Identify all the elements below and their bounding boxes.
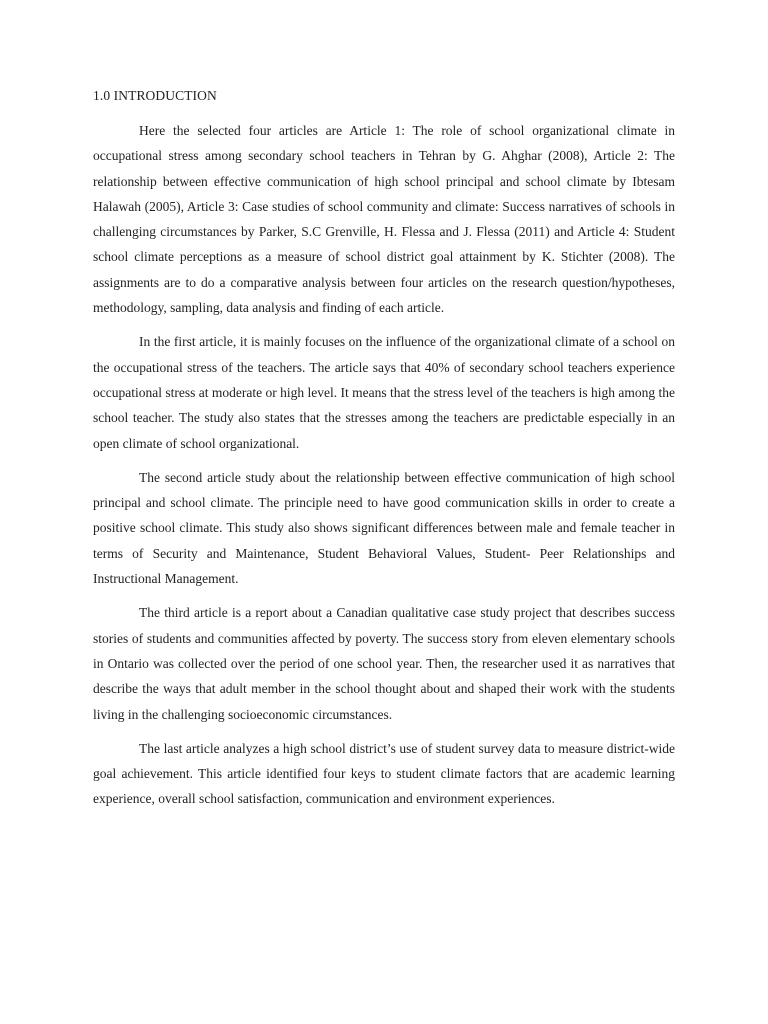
paragraph-last-article: The last article analyzes a high school district’s use of student survey data to measure district-wide goal achievement. This article identified four keys to student climate factors that are academic learning experience, overall school satisfaction, communication and environment experiences. bbox=[93, 740, 675, 807]
paragraph-third-article: The third article is a report about a Canadian qualitative case study project that describes success stories of students and communities affected by poverty. The success story from eleven elementary schools in Ontario was collected over the period of one school year. Then, the researcher used it as narratives that describe the ways that adult member in the school thought about and shaped their work with the students living in the challenging socioeconomic circumstances. bbox=[93, 605, 675, 722]
document-page bbox=[93, 86, 675, 821]
paragraph-first-article: In the first article, it is mainly focuses on the influence of the organizational climate of a school on the occupational stress of the teachers. The article says that 40% of secondary school teachers experience occupational stress at moderate or high level. It means that the stress level of the teachers is high among the school teacher. The study also states that the stresses among the teachers are predictable especially in an open climate of school organizational. bbox=[93, 334, 675, 451]
section-heading: 1.0 INTRODUCTION bbox=[93, 88, 217, 103]
paragraph-intro: Here the selected four articles are Article 1: The role of school organizational climate in occupational stress among secondary school teachers in Tehran by G. Ahghar (2008), Article 2: The relationship between effective communication of high school principal and school climate by Ibtesam Halawah (2005), Article 3: Case studies of school community and climate: Success narratives of schools in challenging circumstances by Parker, S.C Grenville, H. Flessa and J. Flessa (2011) and Article 4: Student school climate perceptions as a measure of school district goal attainment by K. Stichter (2008). The assignments are to do a comparative analysis between four articles on the research question/hypotheses, methodology, sampling, data analysis and finding of each article. bbox=[93, 123, 675, 316]
paragraph-second-article: The second article study about the relationship between effective communication of high school principal and school climate. The principle need to have good communication skills in order to create a positive school climate. This study also shows significant differences between male and female teacher in terms of Security and Maintenance, Student Behavioral Values, Student- Peer Relationships and Instructional Management. bbox=[93, 469, 675, 587]
